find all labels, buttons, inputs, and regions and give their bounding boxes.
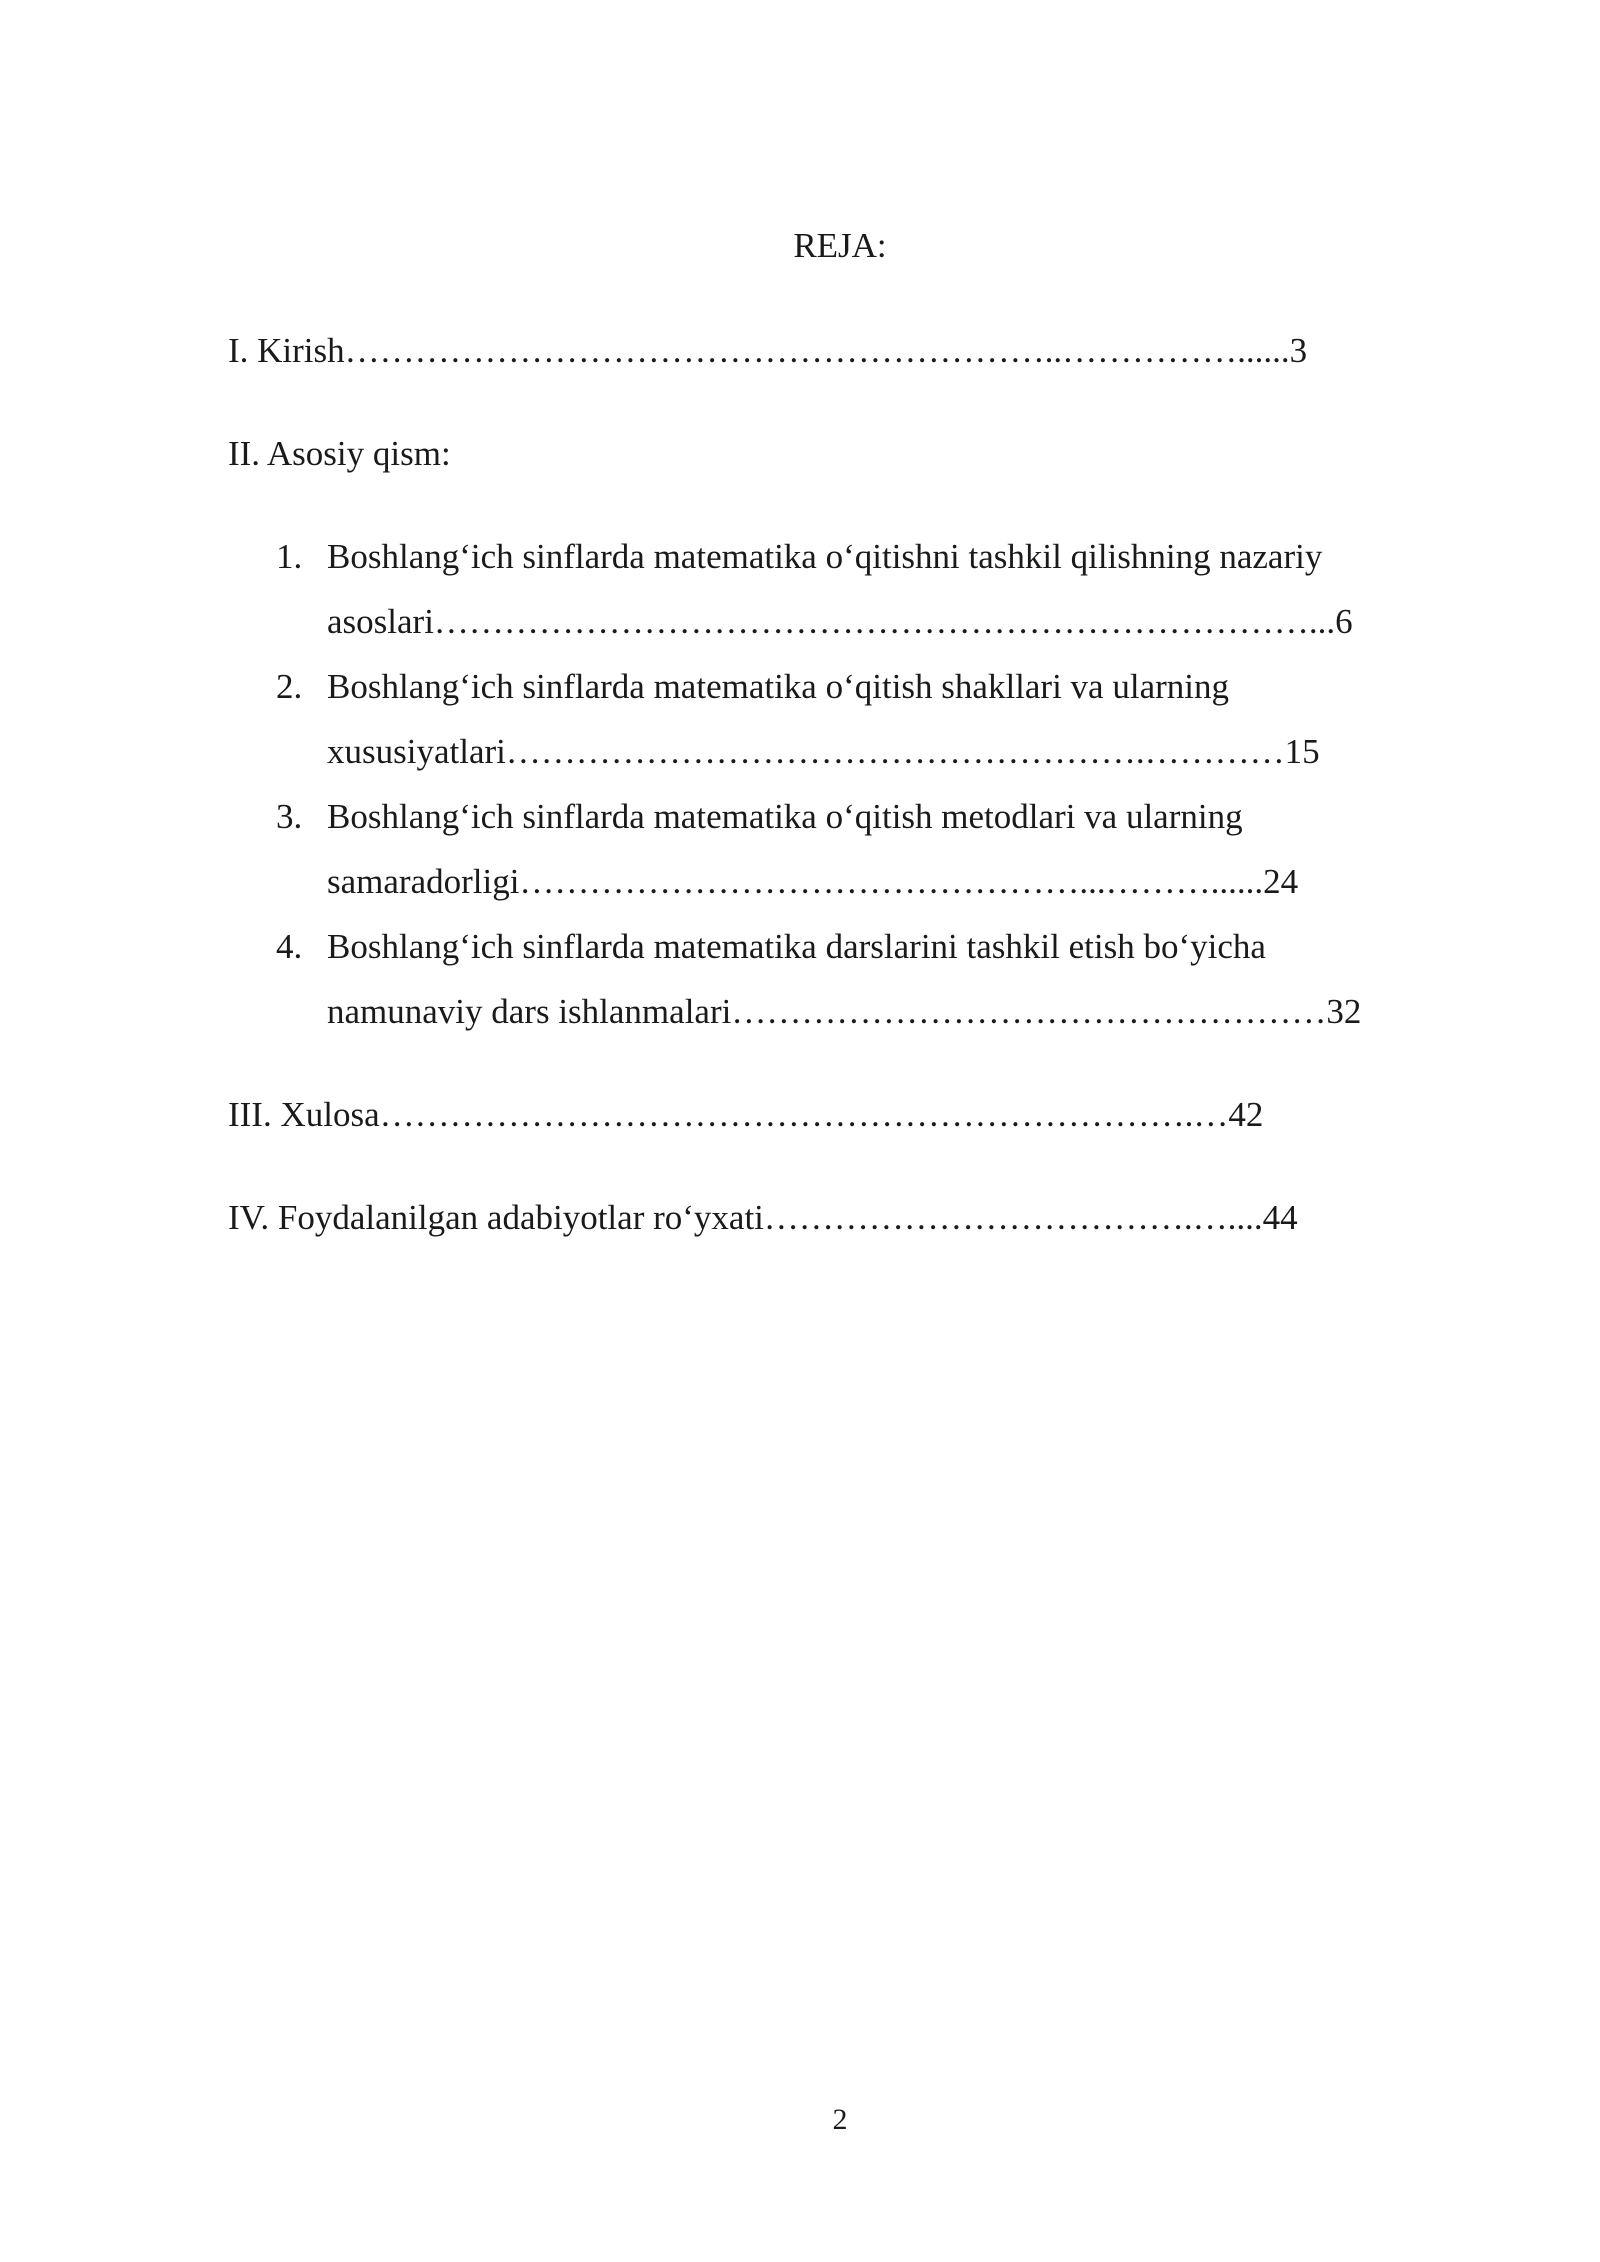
toc-subsection-page-line: namunaviy dars ishlanmalari……………………………………………32: [327, 992, 1362, 1031]
toc-subsection-title: Boshlang‘ich sinflarda matematika darslarini tashkil etish bo‘yicha: [327, 927, 1266, 966]
page-title: REJA:: [793, 226, 887, 265]
toc-subsection-title: Boshlang‘ich sinflarda matematika o‘qitishni tashkil qilishning nazariy: [327, 537, 1323, 576]
toc-subsection-title: Boshlang‘ich sinflarda matematika o‘qitish shakllari va ularning: [327, 667, 1229, 706]
toc-subsection-title: Boshlang‘ich sinflarda matematika o‘qitish metodlari va ularning: [327, 797, 1243, 836]
toc-subsection-number: 4.: [276, 927, 303, 966]
toc-subsection-page-line: samaradorligi…………………………………………...………......24: [327, 862, 1299, 901]
toc-heading-asosiy-qism: II. Asosiy qism:: [228, 434, 451, 473]
page-number: 2: [832, 2103, 848, 2136]
toc-subsection-number: 2.: [276, 667, 303, 706]
toc-subsection-page-line: asoslari…………………………………………………………………...6: [327, 602, 1353, 641]
toc-entry-adabiyotlar: IV. Foydalanilgan adabiyotlar ro‘yxati……………………………….…....44: [228, 1198, 1298, 1237]
toc-entry-xulosa: III. Xulosa…………………………………………………………….…42: [228, 1095, 1264, 1134]
toc-entry-kirish: I. Kirish……………………………………………………..……………......3: [228, 331, 1308, 370]
toc-subsection-number: 1.: [276, 537, 303, 576]
toc-subsection-number: 3.: [276, 797, 303, 836]
toc-subsection-page-line: xususiyatlari……………………………………………….…………15: [327, 732, 1320, 771]
